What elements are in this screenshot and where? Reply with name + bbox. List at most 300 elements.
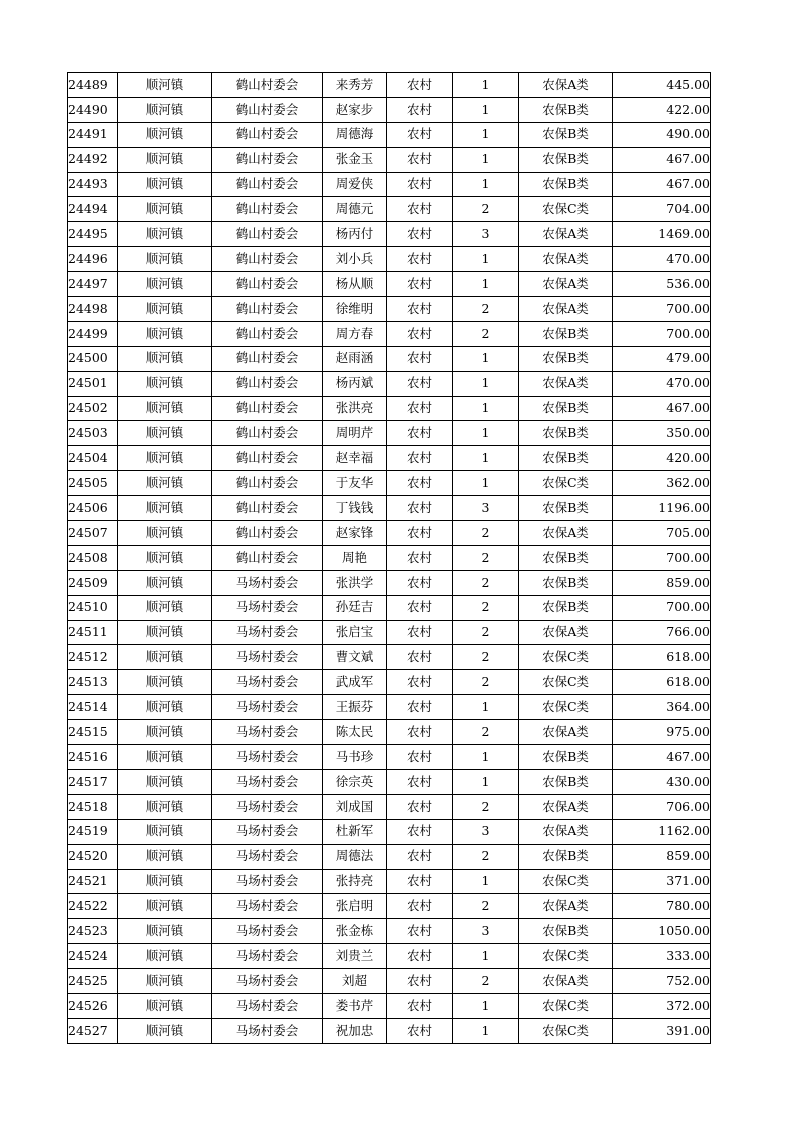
- persons-cell: 1: [453, 695, 519, 720]
- amount-cell: 618.00: [613, 645, 711, 670]
- persons-cell: 1: [453, 272, 519, 297]
- record-id-cell: 24517: [68, 769, 118, 794]
- village-committee-cell: 鹤山村委会: [212, 172, 323, 197]
- amount-cell: 1469.00: [613, 222, 711, 247]
- town-cell: 顺河镇: [118, 944, 212, 969]
- category-cell: 农保C类: [519, 1018, 613, 1043]
- village-committee-cell: 鹤山村委会: [212, 73, 323, 98]
- name-cell: 张金玉: [323, 147, 387, 172]
- category-cell: 农保A类: [519, 247, 613, 272]
- record-id-cell: 24523: [68, 919, 118, 944]
- category-cell: 农保B类: [519, 147, 613, 172]
- name-cell: 张金栋: [323, 919, 387, 944]
- record-id-cell: 24490: [68, 97, 118, 122]
- records-table-body: [68, 73, 711, 1044]
- table-row: [68, 894, 711, 919]
- record-id-cell: 24515: [68, 720, 118, 745]
- household-type-cell: 农村: [387, 496, 453, 521]
- table-row: [68, 446, 711, 471]
- table-row: [68, 993, 711, 1018]
- record-id-cell: 24495: [68, 222, 118, 247]
- persons-cell: 1: [453, 73, 519, 98]
- table-row: [68, 944, 711, 969]
- amount-cell: 470.00: [613, 371, 711, 396]
- amount-cell: 479.00: [613, 346, 711, 371]
- name-cell: 周德元: [323, 197, 387, 222]
- category-cell: 农保B类: [519, 745, 613, 770]
- town-cell: 顺河镇: [118, 346, 212, 371]
- table-row: [68, 421, 711, 446]
- town-cell: 顺河镇: [118, 297, 212, 322]
- village-committee-cell: 鹤山村委会: [212, 197, 323, 222]
- amount-cell: 766.00: [613, 620, 711, 645]
- record-id-cell: 24505: [68, 471, 118, 496]
- household-type-cell: 农村: [387, 745, 453, 770]
- amount-cell: 467.00: [613, 745, 711, 770]
- town-cell: 顺河镇: [118, 969, 212, 994]
- record-id-cell: 24503: [68, 421, 118, 446]
- record-id-cell: 24489: [68, 73, 118, 98]
- table-row: [68, 670, 711, 695]
- town-cell: 顺河镇: [118, 396, 212, 421]
- persons-cell: 1: [453, 421, 519, 446]
- category-cell: 农保B类: [519, 346, 613, 371]
- category-cell: 农保A类: [519, 894, 613, 919]
- table-row: [68, 844, 711, 869]
- persons-cell: 3: [453, 222, 519, 247]
- category-cell: 农保A类: [519, 297, 613, 322]
- name-cell: 刘超: [323, 969, 387, 994]
- village-committee-cell: 马场村委会: [212, 894, 323, 919]
- town-cell: 顺河镇: [118, 745, 212, 770]
- name-cell: 马书珍: [323, 745, 387, 770]
- category-cell: 农保C类: [519, 197, 613, 222]
- village-committee-cell: 马场村委会: [212, 670, 323, 695]
- town-cell: 顺河镇: [118, 421, 212, 446]
- household-type-cell: 农村: [387, 670, 453, 695]
- record-id-cell: 24514: [68, 695, 118, 720]
- persons-cell: 2: [453, 545, 519, 570]
- name-cell: 张洪亮: [323, 396, 387, 421]
- name-cell: 赵家锋: [323, 521, 387, 546]
- town-cell: 顺河镇: [118, 819, 212, 844]
- category-cell: 农保B类: [519, 122, 613, 147]
- record-id-cell: 24513: [68, 670, 118, 695]
- town-cell: 顺河镇: [118, 993, 212, 1018]
- household-type-cell: 农村: [387, 147, 453, 172]
- category-cell: 农保B类: [519, 97, 613, 122]
- village-committee-cell: 鹤山村委会: [212, 521, 323, 546]
- table-row: [68, 97, 711, 122]
- table-row: [68, 819, 711, 844]
- persons-cell: 1: [453, 944, 519, 969]
- record-id-cell: 24494: [68, 197, 118, 222]
- record-id-cell: 24522: [68, 894, 118, 919]
- table-row: [68, 147, 711, 172]
- village-committee-cell: 鹤山村委会: [212, 122, 323, 147]
- record-id-cell: 24502: [68, 396, 118, 421]
- record-id-cell: 24518: [68, 794, 118, 819]
- household-type-cell: 农村: [387, 172, 453, 197]
- persons-cell: 1: [453, 471, 519, 496]
- category-cell: 农保C类: [519, 471, 613, 496]
- household-type-cell: 农村: [387, 346, 453, 371]
- category-cell: 农保A类: [519, 620, 613, 645]
- village-committee-cell: 鹤山村委会: [212, 321, 323, 346]
- household-type-cell: 农村: [387, 272, 453, 297]
- table-row: [68, 73, 711, 98]
- town-cell: 顺河镇: [118, 521, 212, 546]
- category-cell: 农保A类: [519, 819, 613, 844]
- household-type-cell: 农村: [387, 371, 453, 396]
- village-committee-cell: 鹤山村委会: [212, 545, 323, 570]
- town-cell: 顺河镇: [118, 122, 212, 147]
- table-row: [68, 869, 711, 894]
- household-type-cell: 农村: [387, 197, 453, 222]
- persons-cell: 2: [453, 969, 519, 994]
- table-row: [68, 1018, 711, 1043]
- household-type-cell: 农村: [387, 869, 453, 894]
- village-committee-cell: 马场村委会: [212, 944, 323, 969]
- record-id-cell: 24491: [68, 122, 118, 147]
- persons-cell: 2: [453, 620, 519, 645]
- record-id-cell: 24508: [68, 545, 118, 570]
- category-cell: 农保A类: [519, 222, 613, 247]
- category-cell: 农保A类: [519, 794, 613, 819]
- table-row: [68, 272, 711, 297]
- record-id-cell: 24512: [68, 645, 118, 670]
- category-cell: 农保C类: [519, 670, 613, 695]
- persons-cell: 1: [453, 993, 519, 1018]
- household-type-cell: 农村: [387, 122, 453, 147]
- table-row: [68, 919, 711, 944]
- category-cell: 农保B类: [519, 421, 613, 446]
- amount-cell: 372.00: [613, 993, 711, 1018]
- village-committee-cell: 鹤山村委会: [212, 371, 323, 396]
- table-row: [68, 172, 711, 197]
- household-type-cell: 农村: [387, 844, 453, 869]
- town-cell: 顺河镇: [118, 844, 212, 869]
- town-cell: 顺河镇: [118, 869, 212, 894]
- town-cell: 顺河镇: [118, 919, 212, 944]
- records-table: [67, 72, 711, 1044]
- village-committee-cell: 鹤山村委会: [212, 346, 323, 371]
- town-cell: 顺河镇: [118, 695, 212, 720]
- name-cell: 孙廷吉: [323, 595, 387, 620]
- village-committee-cell: 马场村委会: [212, 769, 323, 794]
- record-id-cell: 24498: [68, 297, 118, 322]
- amount-cell: 536.00: [613, 272, 711, 297]
- persons-cell: 1: [453, 247, 519, 272]
- persons-cell: 1: [453, 97, 519, 122]
- village-committee-cell: 马场村委会: [212, 570, 323, 595]
- household-type-cell: 农村: [387, 969, 453, 994]
- amount-cell: 700.00: [613, 595, 711, 620]
- name-cell: 周爱侠: [323, 172, 387, 197]
- household-type-cell: 农村: [387, 720, 453, 745]
- village-committee-cell: 马场村委会: [212, 993, 323, 1018]
- village-committee-cell: 鹤山村委会: [212, 272, 323, 297]
- household-type-cell: 农村: [387, 645, 453, 670]
- name-cell: 周艳: [323, 545, 387, 570]
- household-type-cell: 农村: [387, 247, 453, 272]
- persons-cell: 3: [453, 819, 519, 844]
- village-committee-cell: 马场村委会: [212, 1018, 323, 1043]
- town-cell: 顺河镇: [118, 197, 212, 222]
- village-committee-cell: 鹤山村委会: [212, 97, 323, 122]
- table-row: [68, 197, 711, 222]
- village-committee-cell: 马场村委会: [212, 595, 323, 620]
- village-committee-cell: 马场村委会: [212, 695, 323, 720]
- household-type-cell: 农村: [387, 1018, 453, 1043]
- category-cell: 农保A类: [519, 521, 613, 546]
- town-cell: 顺河镇: [118, 97, 212, 122]
- town-cell: 顺河镇: [118, 794, 212, 819]
- record-id-cell: 24521: [68, 869, 118, 894]
- amount-cell: 467.00: [613, 147, 711, 172]
- record-id-cell: 24497: [68, 272, 118, 297]
- category-cell: 农保B类: [519, 172, 613, 197]
- household-type-cell: 农村: [387, 321, 453, 346]
- table-row: [68, 645, 711, 670]
- village-committee-cell: 马场村委会: [212, 869, 323, 894]
- amount-cell: 705.00: [613, 521, 711, 546]
- town-cell: 顺河镇: [118, 570, 212, 595]
- category-cell: 农保B类: [519, 595, 613, 620]
- amount-cell: 780.00: [613, 894, 711, 919]
- amount-cell: 700.00: [613, 545, 711, 570]
- persons-cell: 2: [453, 844, 519, 869]
- household-type-cell: 农村: [387, 73, 453, 98]
- household-type-cell: 农村: [387, 819, 453, 844]
- category-cell: 农保A类: [519, 969, 613, 994]
- table-row: [68, 346, 711, 371]
- village-committee-cell: 马场村委会: [212, 819, 323, 844]
- town-cell: 顺河镇: [118, 222, 212, 247]
- amount-cell: 704.00: [613, 197, 711, 222]
- amount-cell: 1050.00: [613, 919, 711, 944]
- village-committee-cell: 马场村委会: [212, 919, 323, 944]
- table-row: [68, 496, 711, 521]
- persons-cell: 2: [453, 720, 519, 745]
- amount-cell: 490.00: [613, 122, 711, 147]
- amount-cell: 752.00: [613, 969, 711, 994]
- amount-cell: 333.00: [613, 944, 711, 969]
- town-cell: 顺河镇: [118, 172, 212, 197]
- town-cell: 顺河镇: [118, 446, 212, 471]
- category-cell: 农保C类: [519, 645, 613, 670]
- village-committee-cell: 鹤山村委会: [212, 421, 323, 446]
- table-row: [68, 745, 711, 770]
- town-cell: 顺河镇: [118, 321, 212, 346]
- record-id-cell: 24501: [68, 371, 118, 396]
- amount-cell: 430.00: [613, 769, 711, 794]
- table-row: [68, 695, 711, 720]
- village-committee-cell: 马场村委会: [212, 844, 323, 869]
- category-cell: 农保C类: [519, 695, 613, 720]
- persons-cell: 1: [453, 346, 519, 371]
- town-cell: 顺河镇: [118, 1018, 212, 1043]
- record-id-cell: 24509: [68, 570, 118, 595]
- household-type-cell: 农村: [387, 769, 453, 794]
- household-type-cell: 农村: [387, 521, 453, 546]
- amount-cell: 700.00: [613, 321, 711, 346]
- persons-cell: 2: [453, 794, 519, 819]
- amount-cell: 391.00: [613, 1018, 711, 1043]
- record-id-cell: 24525: [68, 969, 118, 994]
- category-cell: 农保C类: [519, 944, 613, 969]
- table-row: [68, 545, 711, 570]
- village-committee-cell: 鹤山村委会: [212, 446, 323, 471]
- table-row: [68, 769, 711, 794]
- name-cell: 杨丙斌: [323, 371, 387, 396]
- town-cell: 顺河镇: [118, 147, 212, 172]
- town-cell: 顺河镇: [118, 894, 212, 919]
- category-cell: 农保A类: [519, 720, 613, 745]
- name-cell: 张持亮: [323, 869, 387, 894]
- name-cell: 武成军: [323, 670, 387, 695]
- amount-cell: 859.00: [613, 570, 711, 595]
- household-type-cell: 农村: [387, 97, 453, 122]
- record-id-cell: 24504: [68, 446, 118, 471]
- persons-cell: 2: [453, 570, 519, 595]
- persons-cell: 1: [453, 446, 519, 471]
- name-cell: 陈太民: [323, 720, 387, 745]
- household-type-cell: 农村: [387, 894, 453, 919]
- table-row: [68, 297, 711, 322]
- town-cell: 顺河镇: [118, 645, 212, 670]
- town-cell: 顺河镇: [118, 272, 212, 297]
- category-cell: 农保A类: [519, 272, 613, 297]
- town-cell: 顺河镇: [118, 620, 212, 645]
- village-committee-cell: 鹤山村委会: [212, 222, 323, 247]
- village-committee-cell: 马场村委会: [212, 720, 323, 745]
- persons-cell: 1: [453, 1018, 519, 1043]
- record-id-cell: 24492: [68, 147, 118, 172]
- amount-cell: 975.00: [613, 720, 711, 745]
- town-cell: 顺河镇: [118, 247, 212, 272]
- town-cell: 顺河镇: [118, 769, 212, 794]
- household-type-cell: 农村: [387, 919, 453, 944]
- household-type-cell: 农村: [387, 794, 453, 819]
- persons-cell: 1: [453, 396, 519, 421]
- village-committee-cell: 鹤山村委会: [212, 396, 323, 421]
- record-id-cell: 24519: [68, 819, 118, 844]
- household-type-cell: 农村: [387, 695, 453, 720]
- table-row: [68, 570, 711, 595]
- amount-cell: 364.00: [613, 695, 711, 720]
- record-id-cell: 24507: [68, 521, 118, 546]
- household-type-cell: 农村: [387, 620, 453, 645]
- name-cell: 曹文斌: [323, 645, 387, 670]
- record-id-cell: 24511: [68, 620, 118, 645]
- table-row: [68, 471, 711, 496]
- household-type-cell: 农村: [387, 471, 453, 496]
- record-id-cell: 24527: [68, 1018, 118, 1043]
- record-id-cell: 24524: [68, 944, 118, 969]
- persons-cell: 1: [453, 869, 519, 894]
- name-cell: 周德法: [323, 844, 387, 869]
- name-cell: 张启明: [323, 894, 387, 919]
- village-committee-cell: 鹤山村委会: [212, 471, 323, 496]
- category-cell: 农保B类: [519, 545, 613, 570]
- town-cell: 顺河镇: [118, 595, 212, 620]
- household-type-cell: 农村: [387, 545, 453, 570]
- category-cell: 农保B类: [519, 446, 613, 471]
- village-committee-cell: 马场村委会: [212, 620, 323, 645]
- amount-cell: 362.00: [613, 471, 711, 496]
- household-type-cell: 农村: [387, 222, 453, 247]
- table-row: [68, 720, 711, 745]
- persons-cell: 1: [453, 371, 519, 396]
- household-type-cell: 农村: [387, 396, 453, 421]
- category-cell: 农保C类: [519, 993, 613, 1018]
- town-cell: 顺河镇: [118, 471, 212, 496]
- table-row: [68, 371, 711, 396]
- amount-cell: 420.00: [613, 446, 711, 471]
- amount-cell: 700.00: [613, 297, 711, 322]
- persons-cell: 2: [453, 595, 519, 620]
- amount-cell: 706.00: [613, 794, 711, 819]
- table-row: [68, 595, 711, 620]
- village-committee-cell: 鹤山村委会: [212, 147, 323, 172]
- name-cell: 于友华: [323, 471, 387, 496]
- name-cell: 周方春: [323, 321, 387, 346]
- table-row: [68, 247, 711, 272]
- name-cell: 杨丙付: [323, 222, 387, 247]
- table-row: [68, 521, 711, 546]
- amount-cell: 350.00: [613, 421, 711, 446]
- record-id-cell: 24500: [68, 346, 118, 371]
- village-committee-cell: 马场村委会: [212, 645, 323, 670]
- table-row: [68, 122, 711, 147]
- town-cell: 顺河镇: [118, 371, 212, 396]
- persons-cell: 1: [453, 147, 519, 172]
- amount-cell: 1196.00: [613, 496, 711, 521]
- name-cell: 张洪学: [323, 570, 387, 595]
- town-cell: 顺河镇: [118, 545, 212, 570]
- name-cell: 周德海: [323, 122, 387, 147]
- village-committee-cell: 鹤山村委会: [212, 496, 323, 521]
- name-cell: 王振芬: [323, 695, 387, 720]
- village-committee-cell: 鹤山村委会: [212, 297, 323, 322]
- persons-cell: 1: [453, 769, 519, 794]
- village-committee-cell: 马场村委会: [212, 745, 323, 770]
- town-cell: 顺河镇: [118, 670, 212, 695]
- household-type-cell: 农村: [387, 570, 453, 595]
- record-id-cell: 24496: [68, 247, 118, 272]
- household-type-cell: 农村: [387, 595, 453, 620]
- name-cell: 杜新军: [323, 819, 387, 844]
- name-cell: 徐维明: [323, 297, 387, 322]
- amount-cell: 422.00: [613, 97, 711, 122]
- household-type-cell: 农村: [387, 944, 453, 969]
- household-type-cell: 农村: [387, 297, 453, 322]
- household-type-cell: 农村: [387, 993, 453, 1018]
- persons-cell: 2: [453, 894, 519, 919]
- category-cell: 农保B类: [519, 570, 613, 595]
- amount-cell: 859.00: [613, 844, 711, 869]
- persons-cell: 3: [453, 496, 519, 521]
- persons-cell: 1: [453, 172, 519, 197]
- record-id-cell: 24506: [68, 496, 118, 521]
- record-id-cell: 24493: [68, 172, 118, 197]
- table-row: [68, 222, 711, 247]
- amount-cell: 1162.00: [613, 819, 711, 844]
- name-cell: 刘小兵: [323, 247, 387, 272]
- amount-cell: 470.00: [613, 247, 711, 272]
- town-cell: 顺河镇: [118, 720, 212, 745]
